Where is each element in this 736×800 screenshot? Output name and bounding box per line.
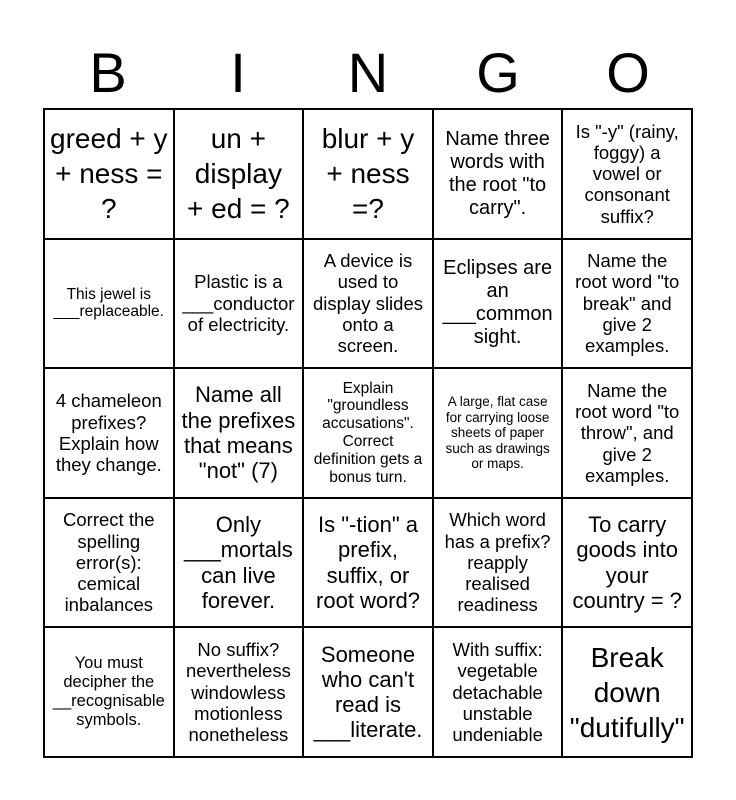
bingo-cell: 4 chameleon prefixes? Explain how they change. <box>44 368 174 498</box>
bingo-cell: Someone who can't read is ___literate. <box>303 627 433 757</box>
bingo-cell: Is "-tion" a prefix, suffix, or root word? <box>303 498 433 628</box>
bingo-cell: A device is used to display slides onto a screen. <box>303 239 433 369</box>
bingo-cell: A large, flat case for carrying loose sheets of paper such as drawings or maps. <box>433 368 563 498</box>
bingo-cell: Explain "groundless accusations". Correct definition gets a bonus turn. <box>303 368 433 498</box>
bingo-cell: Break down "dutifully" <box>562 627 692 757</box>
bingo-cell: Correct the spelling error(s): cemical inbalances <box>44 498 174 628</box>
header-letter-b: B <box>89 41 127 104</box>
bingo-cell: greed + y + ness = ? <box>44 109 174 239</box>
bingo-cell: To carry goods into your country = ? <box>562 498 692 628</box>
bingo-cell: Only ___mortals can live forever. <box>174 498 304 628</box>
bingo-cell: Name all the prefixes that means "not" (7) <box>174 368 304 498</box>
bingo-cell: blur + y + ness =? <box>303 109 433 239</box>
bingo-cell: You must decipher the __recognisable symbols. <box>44 627 174 757</box>
bingo-cell: Which word has a prefix? reapply realised readiness <box>433 498 563 628</box>
bingo-header <box>43 40 693 106</box>
header-letter-g: G <box>476 41 520 104</box>
header-letter-o: O <box>606 41 650 104</box>
bingo-cell: un + display + ed = ? <box>174 109 304 239</box>
bingo-cell: Plastic is a ___conductor of electricity. <box>174 239 304 369</box>
bingo-cell: With suffix: vegetable detachable unstable undeniable <box>433 627 563 757</box>
bingo-cell: Name the root word "to break" and give 2 examples. <box>562 239 692 369</box>
bingo-grid <box>43 108 693 758</box>
bingo-cell: Eclipses are an ___common sight. <box>433 239 563 369</box>
bingo-cell: Name three words with the root "to carry". <box>433 109 563 239</box>
bingo-cell: Name the root word "to throw", and give 2 examples. <box>562 368 692 498</box>
header-letter-i: I <box>230 41 246 104</box>
bingo-cell: Is "-y" (rainy, foggy) a vowel or consonant suffix? <box>562 109 692 239</box>
bingo-cell: No suffix? nevertheless windowless motionless nonetheless <box>174 627 304 757</box>
bingo-cell: This jewel is ___replaceable. <box>44 239 174 369</box>
header-letter-n: N <box>347 41 389 104</box>
